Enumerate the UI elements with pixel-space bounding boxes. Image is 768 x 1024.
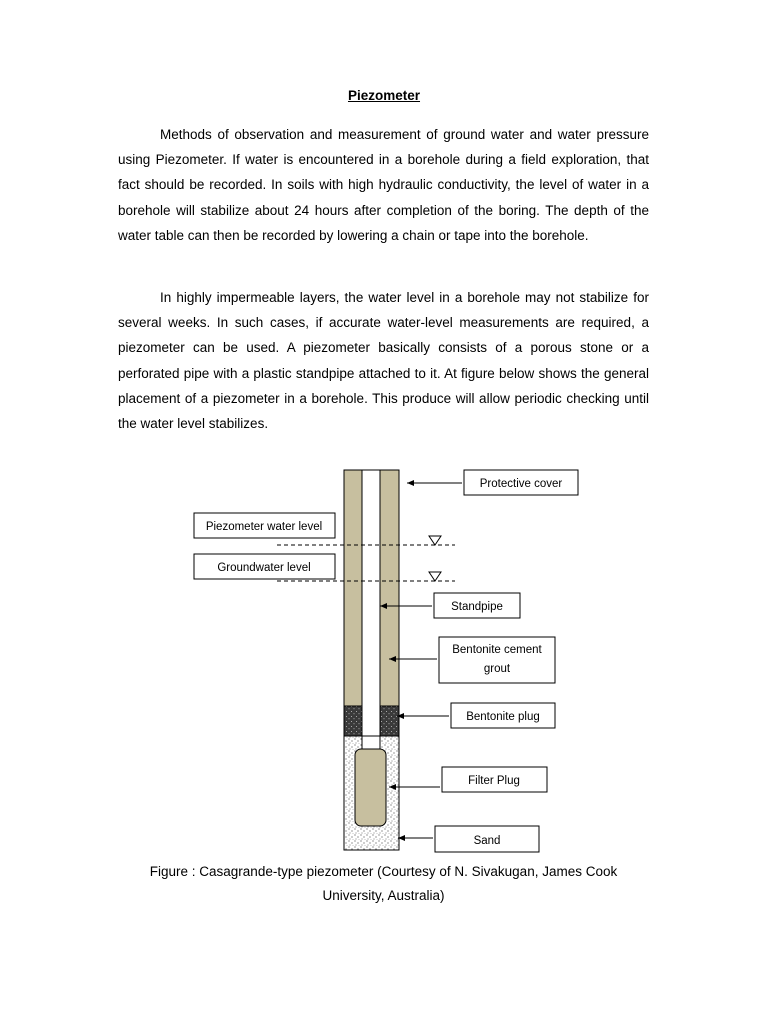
bentonite-plug-left bbox=[344, 706, 362, 736]
protective-cover-label: Protective cover bbox=[479, 478, 563, 490]
piezometer-diagram bbox=[0, 440, 768, 860]
standpipe-label: Standpipe bbox=[451, 601, 503, 613]
bentonite-plug-label: Bentonite plug bbox=[466, 711, 540, 723]
bentonite-plug-right bbox=[380, 706, 399, 736]
paragraph-piezometer: In highly impermeable layers, the water level in a borehole may not stabilize for several weeks. In such cases, if accurate water-level measurements are required, a piezometer can be used. A piezometer basically consists of a porous stone or a perforated pipe with a plastic standpipe attached to it. At figure below shows the general placement of a piezometer in a borehole. This produce will allow periodic checking until the water level stabilizes. bbox=[118, 290, 649, 432]
filter-plug-label: Filter Plug bbox=[468, 775, 520, 787]
bentonite-grout-label-2: grout bbox=[483, 663, 511, 675]
groundwater-level-label: Groundwater level bbox=[217, 562, 311, 574]
grout-left bbox=[344, 470, 362, 706]
bentonite-grout-label-1: Bentonite cement bbox=[452, 644, 542, 656]
grout-right bbox=[380, 470, 399, 706]
groundwater-triangle-icon bbox=[429, 572, 441, 581]
page-title: Piezometer bbox=[347, 88, 421, 103]
figure-caption: Figure : Casagrande-type piezometer (Courtesy of N. Sivakugan, James Cook University, Australia) bbox=[149, 864, 618, 903]
paragraph-intro: Methods of observation and measurement of ground water and water pressure using Piezometer. If water is encountered in a borehole during a field exploration, that fact should be recorded. In soils with high hydraulic conductivity, the level of water in a borehole will stabilize about 24 hours after completion of the boring. The depth of the water table can then be recorded by lowering a chain or tape into the borehole. bbox=[118, 127, 649, 243]
water-level-triangle-icon bbox=[429, 536, 441, 545]
pipe-lower bbox=[362, 736, 380, 749]
piezometer-water-level-label: Piezometer water level bbox=[205, 521, 323, 533]
standpipe-pipe bbox=[362, 470, 380, 750]
filter-plug bbox=[355, 749, 386, 826]
sand-label: Sand bbox=[473, 835, 501, 847]
